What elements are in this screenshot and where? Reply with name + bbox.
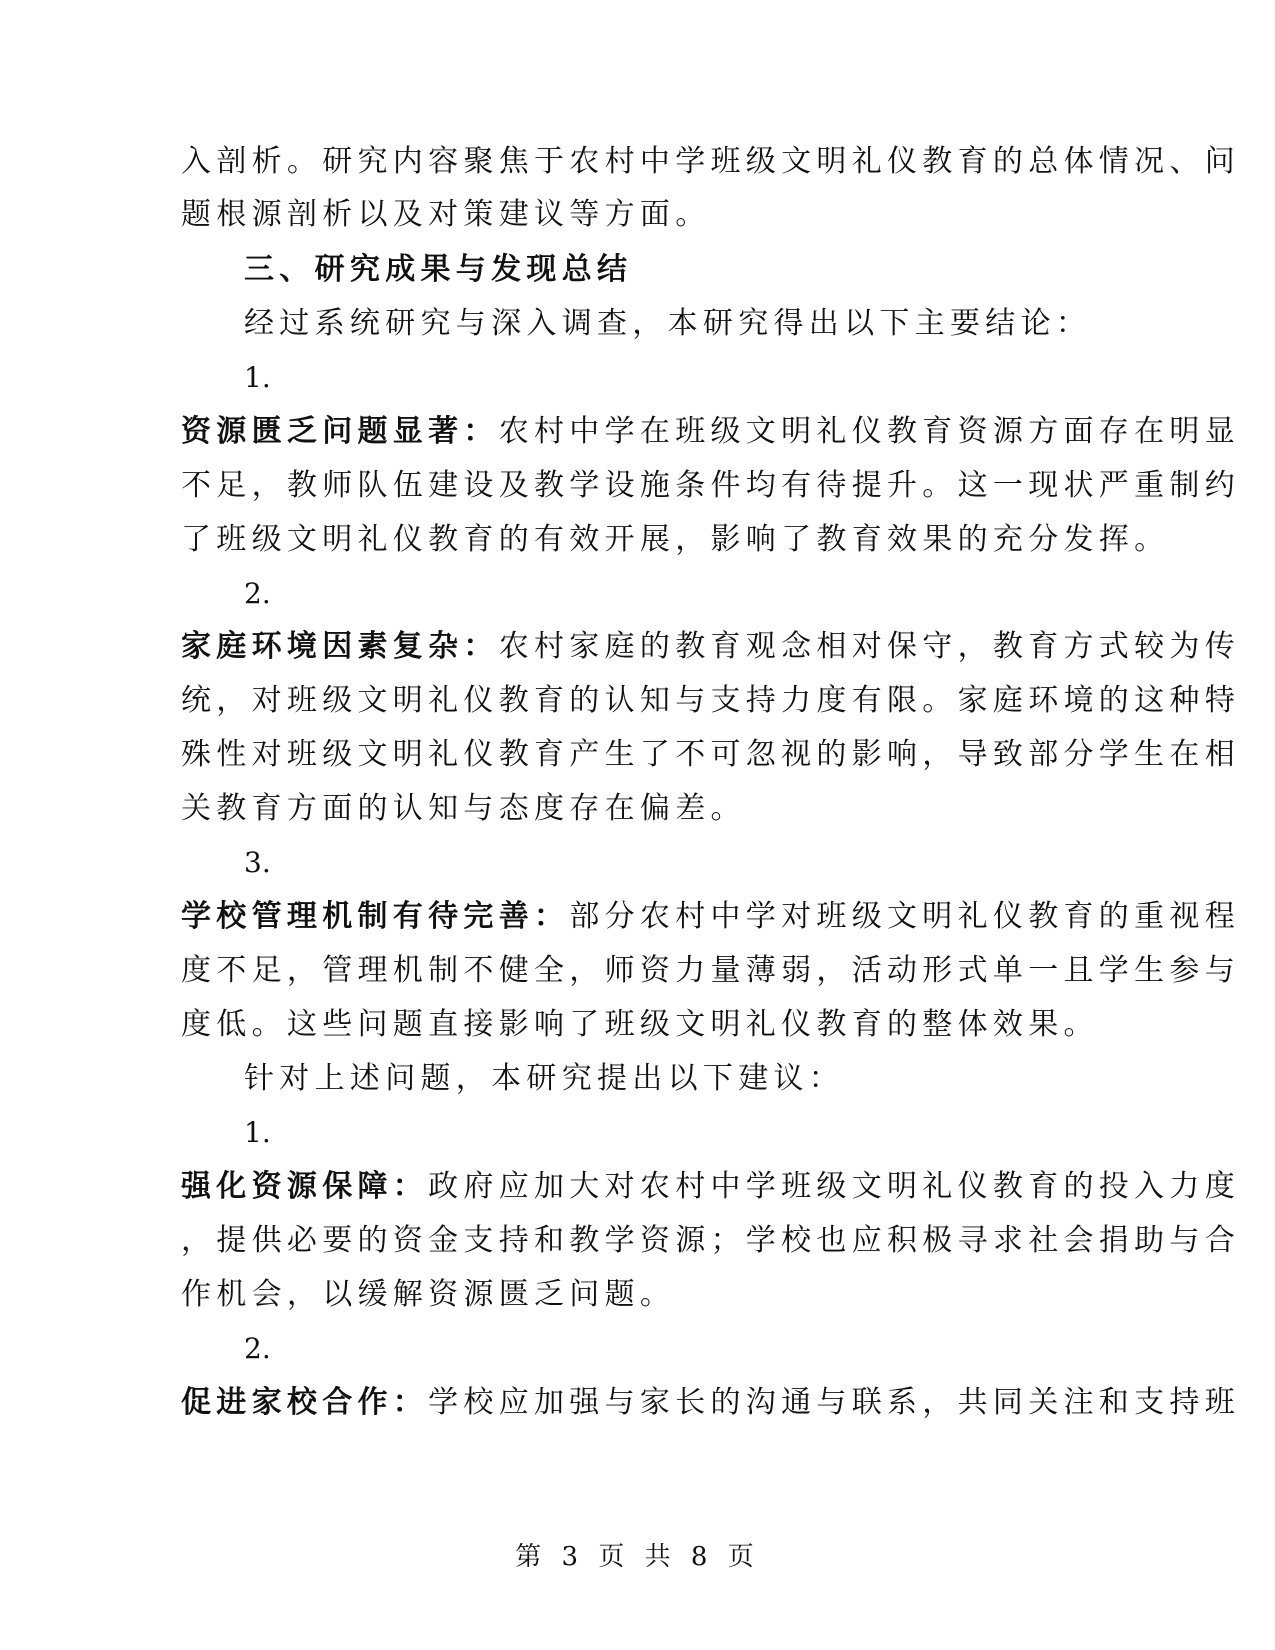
finding-2-line-3: 殊性对班级文明礼仪教育产生了不可忽视的影响，导致部分学生在相 [181,737,1240,772]
finding-1-title: 资源匮乏问题显著： [181,414,499,449]
intro-line-1: 入剖析。研究内容聚焦于农村中学班级文明礼仪教育的总体情况、问 [181,144,1240,179]
finding-3-line-3: 度低。这些问题直接影响了班级文明礼仪教育的整体效果。 [181,1007,1099,1042]
suggestion-2-number: 2. [244,1332,271,1365]
finding-3-line-1 [181,897,1241,937]
finding-3-line-2: 度不足，管理机制不健全，师资力量薄弱，活动形式单一且学生参与 [181,953,1240,988]
suggestion-2-text: 学校应加强与家长的沟通与联系，共同关注和支持班 [428,1385,1241,1420]
suggestion-1-text: 政府应加大对农村中学班级文明礼仪教育的投入力度 [428,1169,1241,1204]
suggestion-2-title: 促进家校合作： [181,1385,429,1420]
finding-1-number: 1. [244,361,271,394]
suggestion-1-line-3: 作机会，以缓解资源匮乏问题。 [181,1277,676,1312]
finding-2-number: 2. [244,577,271,610]
section-heading: 三、研究成果与发现总结 [244,252,633,287]
finding-1-line-3: 了班级文明礼仪教育的有效开展，影响了教育效果的充分发挥。 [181,522,1170,557]
finding-3-title: 学校管理机制有待完善： [181,899,570,934]
finding-1-line-2: 不足，教师队伍建设及教学设施条件均有待提升。这一现状严重制约 [181,468,1240,503]
suggestion-1-number: 1. [244,1116,271,1149]
suggestion-1-title: 强化资源保障： [181,1169,429,1204]
conclusion-lead: 经过系统研究与深入调查，本研究得出以下主要结论： [244,306,1092,341]
finding-1-line-1 [181,412,1241,452]
finding-1-text: 农村中学在班级文明礼仪教育资源方面存在明显 [498,414,1241,449]
finding-2-line-4: 关教育方面的认知与态度存在偏差。 [181,791,746,826]
finding-2-line-2: 统，对班级文明礼仪教育的认知与支持力度有限。家庭环境的这种特 [181,683,1240,718]
page-footer: 第 3 页 共 8 页 [515,1542,760,1572]
suggestion-lead: 针对上述问题，本研究提出以下建议： [244,1061,845,1096]
suggestion-1-line-1 [181,1167,1241,1207]
intro-line-2: 题根源剖析以及对策建议等方面。 [181,197,711,232]
finding-2-title: 家庭环境因素复杂： [181,629,499,664]
suggestion-1-line-2: ，提供必要的资金支持和教学资源；学校也应积极寻求社会捐助与合 [181,1223,1240,1258]
suggestion-2-line-1 [181,1383,1241,1423]
finding-3-text: 部分农村中学对班级文明礼仪教育的重视程 [569,899,1241,934]
finding-2-line-1 [181,627,1241,667]
finding-2-text: 农村家庭的教育观念相对保守，教育方式较为传 [498,629,1241,664]
finding-3-number: 3. [244,846,271,879]
